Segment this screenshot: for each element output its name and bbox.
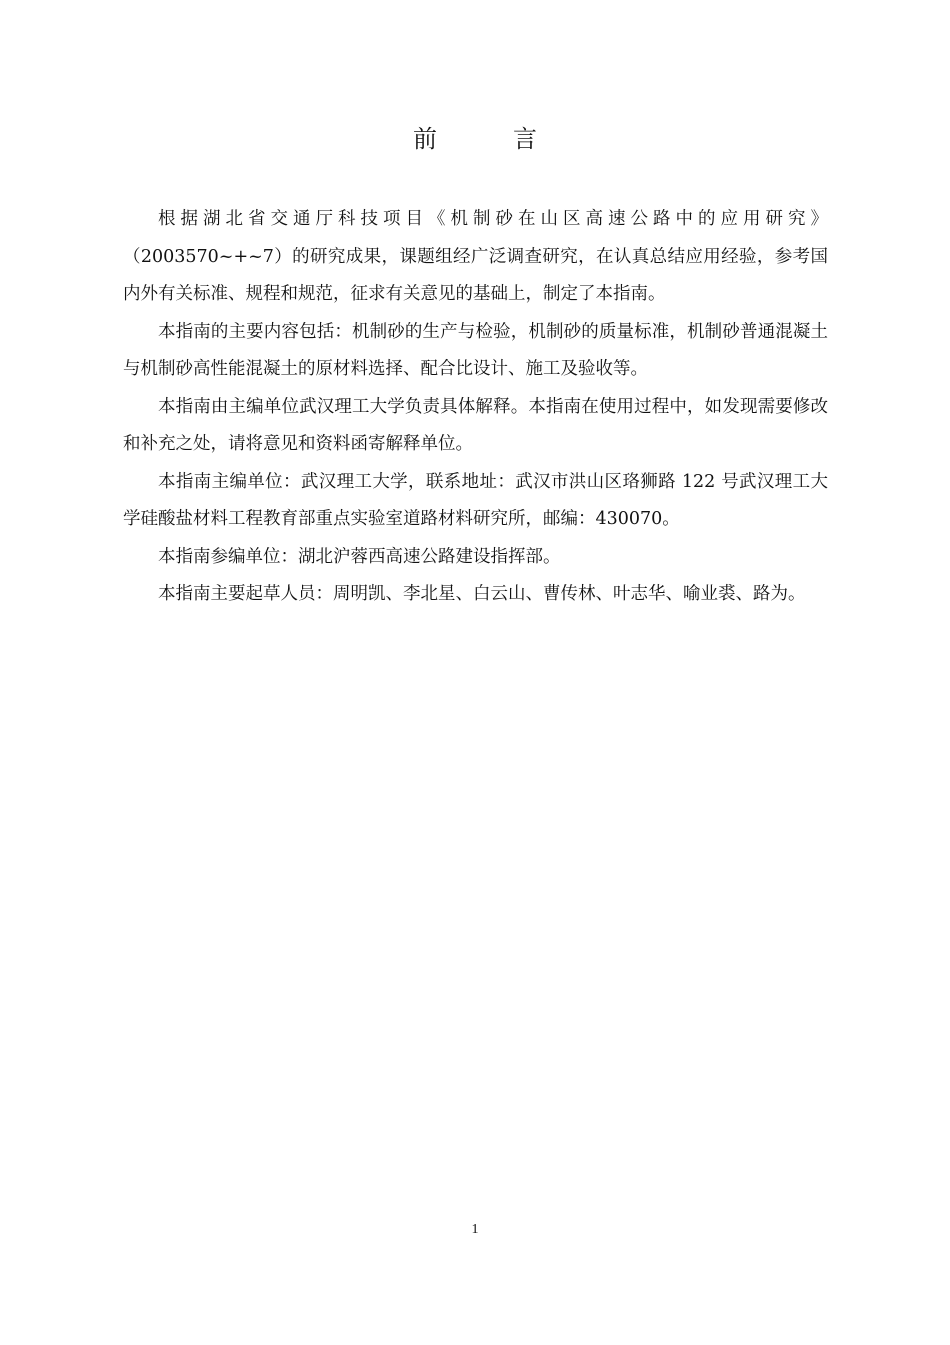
paragraph-drafters: 本指南主要起草人员：周明凯、李北星、白云山、曹传林、叶志华、喻业裘、路为。: [158, 584, 806, 604]
paragraph-interpretation: 本指南由主编单位武汉理工大学负责具体解释。本指南在使用过程中，如发现需要修改和补充之处，请将意见和资料函寄解释单位。: [123, 396, 828, 454]
page-title: 前 言: [413, 125, 563, 153]
page-number: 1: [471, 1222, 479, 1237]
paragraph-participating-unit: 本指南参编单位：湖北沪蓉西高速公路建设指挥部。: [158, 546, 561, 567]
paragraph-project-source: 根据湖北省交通厅科技项目《机制砂在山区高速公路中的应用研究》（2003570~+~7）的研究成果，课题组经广泛调查研究，在认真总结应用经验，参考国内外有关标准、规程和规范，征求有关意见的基础上，制定了本指南。: [123, 209, 828, 304]
paragraph-chief-editor: 本指南主编单位：武汉理工大学，联系地址：武汉市洪山区珞狮路 122 号武汉理工大学硅酸盐材料工程教育部重点实验室道路材料研究所，邮编：430070。: [123, 471, 828, 529]
paragraph-main-content: 本指南的主要内容包括：机制砂的生产与检验，机制砂的质量标准，机制砂普通混凝土与机制砂高性能混凝土的原材料选择、配合比设计、施工及验收等。: [123, 321, 828, 379]
body-text: [123, 201, 828, 614]
